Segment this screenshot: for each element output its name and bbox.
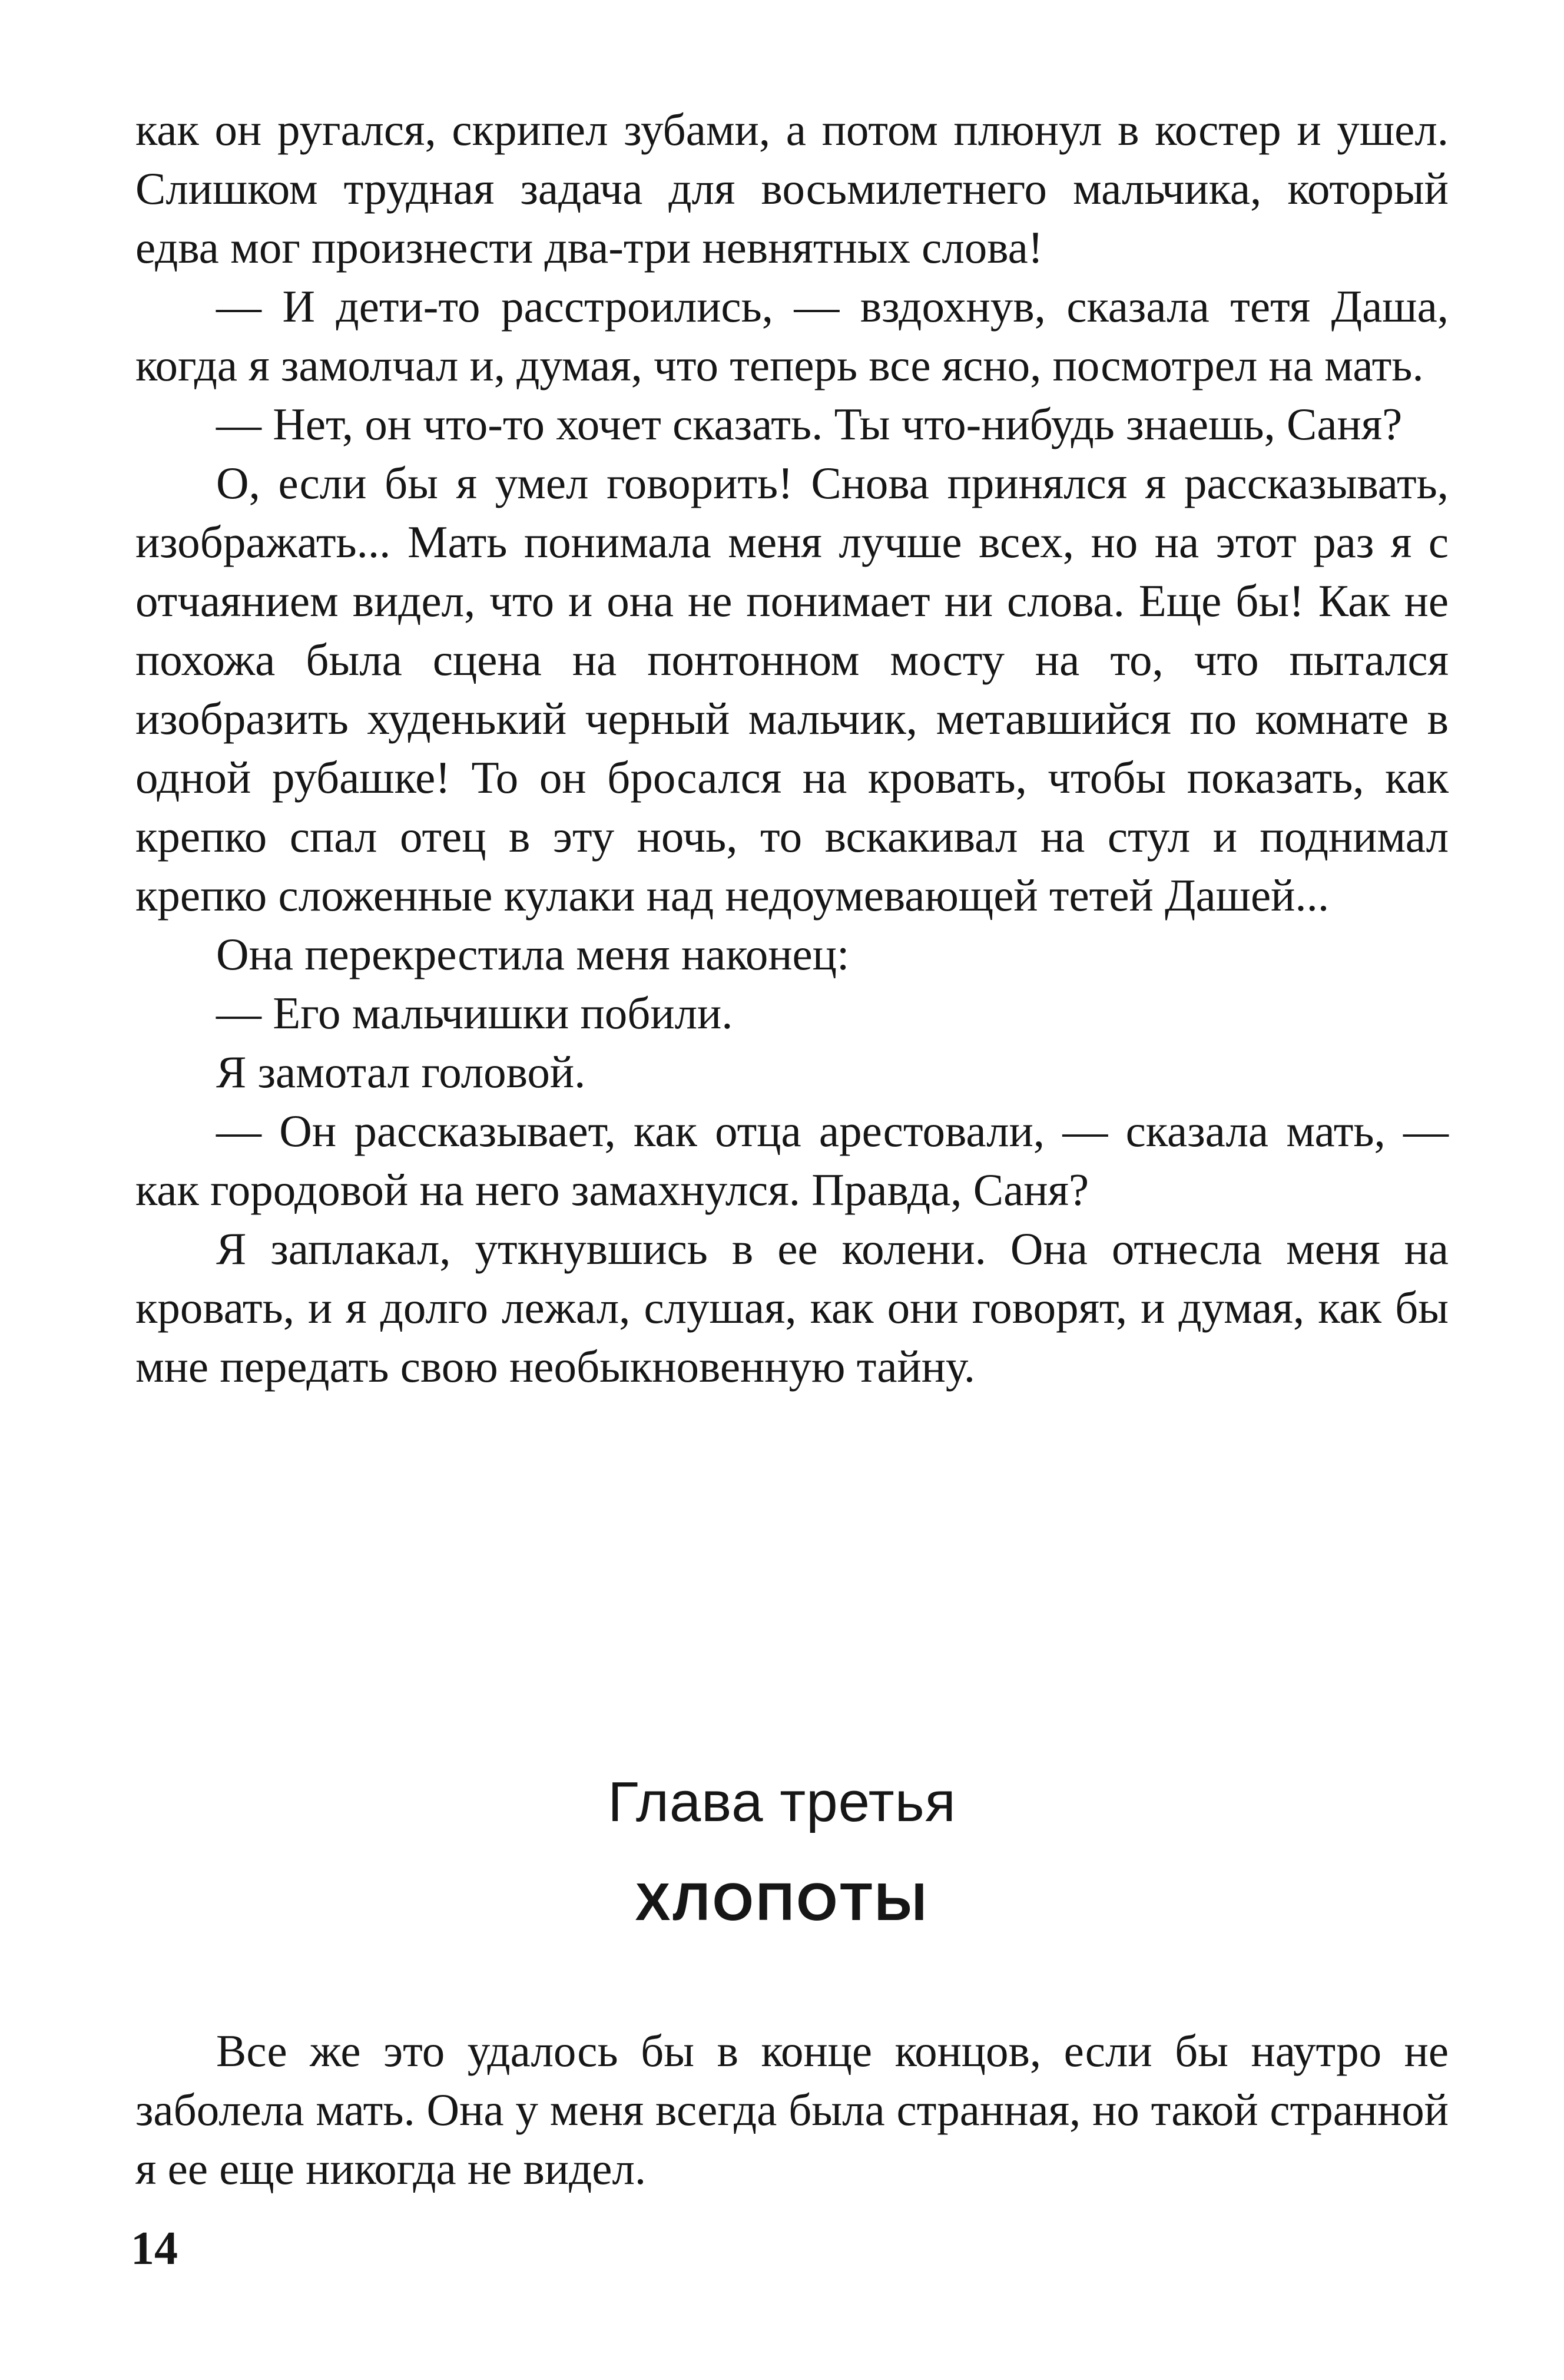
- page-number: 14: [131, 2223, 178, 2275]
- paragraph: — Его мальчишки побили.: [216, 988, 733, 1038]
- main-text-block: [135, 100, 1449, 1396]
- chapter-text-block: [135, 2021, 1449, 2198]
- paragraph: Я замотал головой.: [216, 1047, 586, 1097]
- paragraph: Она перекрестила меня наконец:: [216, 929, 850, 979]
- chapter-number: Глава третья: [608, 1770, 956, 1833]
- paragraph: Я заплакал, уткнувшись в ее колени. Она отнесла меня на кровать, и я долго лежал, слушая, как они говорят, и думая, как бы мне передать свою необыкновенную тайну.: [135, 1223, 1449, 1392]
- paragraph: — Он рассказывает, как отца арестовали, — сказала мать, — как городовой на него замахнулся. Правда, Саня?: [135, 1105, 1449, 1215]
- paragraph: Все же это удалось бы в конце концов, если бы наутро не заболела мать. Она у меня всегда была странная, но такой странной я ее еще никогда не видел.: [135, 2025, 1449, 2194]
- paragraph: — Нет, он что-то хочет сказать. Ты что-нибудь знаешь, Саня?: [216, 399, 1403, 449]
- chapter-title: ХЛОПОТЫ: [635, 1873, 929, 1932]
- paragraph: О, если бы я умел говорить! Снова принялся я рассказывать, изображать... Мать понимала меня лучше всех, но на этот раз я с отчаянием видел, что и она не понимает ни слова. Еще бы! Как не похожа была сцена на понтонном мосту на то, что пытался изобразить худенький черный мальчик, метавшийся по комнате в одной рубашке! То он бросался на кровать, чтобы показать, как крепко спал отец в эту ночь, то вскакивал на стул и поднимал крепко сложенные кулаки над недоумевающей тетей Дашей...: [135, 458, 1449, 921]
- paragraph: — И дети-то расстроились, — вздохнув, сказала тетя Даша, когда я замолчал и, думая, что теперь все ясно, посмотрел на мать.: [135, 281, 1449, 390]
- paragraph: как он ругался, скрипел зубами, а потом плюнул в костер и ушел. Слишком трудная задача для восьмилетнего мальчика, который едва мог произнести два-три невнятных слова!: [135, 104, 1449, 273]
